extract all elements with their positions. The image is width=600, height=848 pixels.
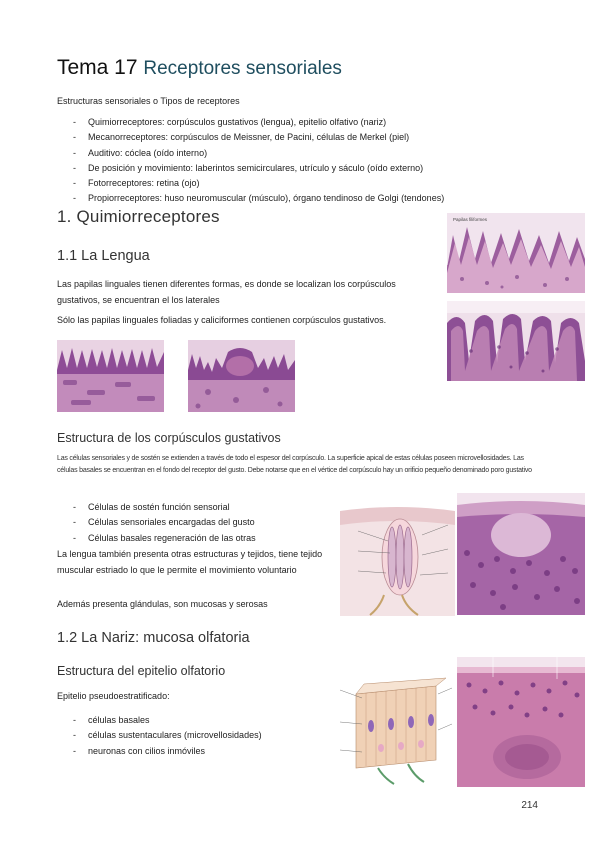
taste-bud-micrograph <box>457 493 585 615</box>
olfactory-epithelium-micrograph <box>457 657 585 787</box>
epitelio-lead: Epitelio pseudoestratificado: <box>57 691 170 701</box>
title-subtitle: Receptores sensoriales <box>143 58 342 79</box>
foliate-papillae-micrograph <box>447 301 585 381</box>
list-item: - Células basales regeneración de las otras <box>57 531 256 546</box>
list-item: - Células sensoriales encargadas del gusto <box>57 515 256 530</box>
paragraph-musculo: La lengua también presenta otras estructuras y tejidos, tiene tejido muscular estriado lo que le permite el movimiento voluntario <box>57 549 323 575</box>
taste-bud-diagram <box>340 491 455 616</box>
paragraph-glandulas: Además presenta glándulas, son mucosas y serosas <box>57 599 268 609</box>
epitelio-cell-list <box>57 713 262 759</box>
title-number: Tema 17 <box>57 56 138 79</box>
paragraph-corpusculos: Las células sensoriales y de sostén se extienden a través de todo el espesor del corpúsculo. La superficie apical de estas células poseen microvellosidades. Las células basales se encuentran en el fondo del receptor del gusto. Debe notarse que en el vértice del corpúsculo hay un orificio pequeño denominado poro gustativo <box>57 455 532 475</box>
svg-text:Papilas filiformes: Papilas filiformes <box>453 217 488 222</box>
section-heading-nariz: 1.2 La Nariz: mucosa olfatoria <box>57 630 250 646</box>
olfactory-epithelium-diagram <box>338 664 454 788</box>
papillae-lowmag-micrograph <box>57 340 164 412</box>
list-item: - neuronas con cilios inmóviles <box>57 744 262 759</box>
subheading-epitelio-olfatorio: Estructura del epitelio olfatorio <box>57 664 226 678</box>
list-item: - Propiorreceptores: huso neuromuscular (músculo), órgano tendinoso de Golgi (tendones) <box>57 191 444 206</box>
list-item: - células sustentaculares (microvellosidades) <box>57 728 262 743</box>
list-item: - Quimiorreceptores: corpúsculos gustativos (lengua), epitelio olfativo (nariz) <box>57 115 444 130</box>
list-item: - Fotorreceptores: retina (ojo) <box>57 176 444 191</box>
subheading-corpusculos: Estructura de los corpúsculos gustativos <box>57 431 281 445</box>
receptor-type-list <box>57 115 444 207</box>
intro-line: Estructuras sensoriales o Tipos de receptores <box>57 96 240 106</box>
page-number: 214 <box>521 800 538 811</box>
list-item: - Auditivo: cóclea (oído interno) <box>57 146 444 161</box>
section-heading-lengua: 1.1 La Lengua <box>57 248 150 264</box>
corpusculo-cell-list <box>57 500 256 546</box>
tongue-papillae-micrograph <box>447 213 585 293</box>
list-item: - células basales <box>57 713 262 728</box>
paragraph-foliadas: Sólo las papilas linguales foliadas y caliciformes contienen corpúsculos gustativos. <box>57 315 387 325</box>
list-item: - De posición y movimiento: laberintos semicirculares, utrículo y sáculo (oído externo) <box>57 161 444 176</box>
list-item: - Mecanorreceptores: corpúsculos de Meissner, de Pacini, células de Merkel (piel) <box>57 130 444 145</box>
circumvallate-papilla-micrograph <box>188 340 295 412</box>
page-title <box>57 56 342 80</box>
section-heading-quimiorreceptores: 1. Quimiorreceptores <box>57 207 220 226</box>
paragraph-papilas: Las papilas linguales tienen diferentes formas, es donde se localizan los corpúsculos gustativos, se encuentran el los laterales <box>57 279 396 305</box>
list-item: - Células de sostén función sensorial <box>57 500 256 515</box>
